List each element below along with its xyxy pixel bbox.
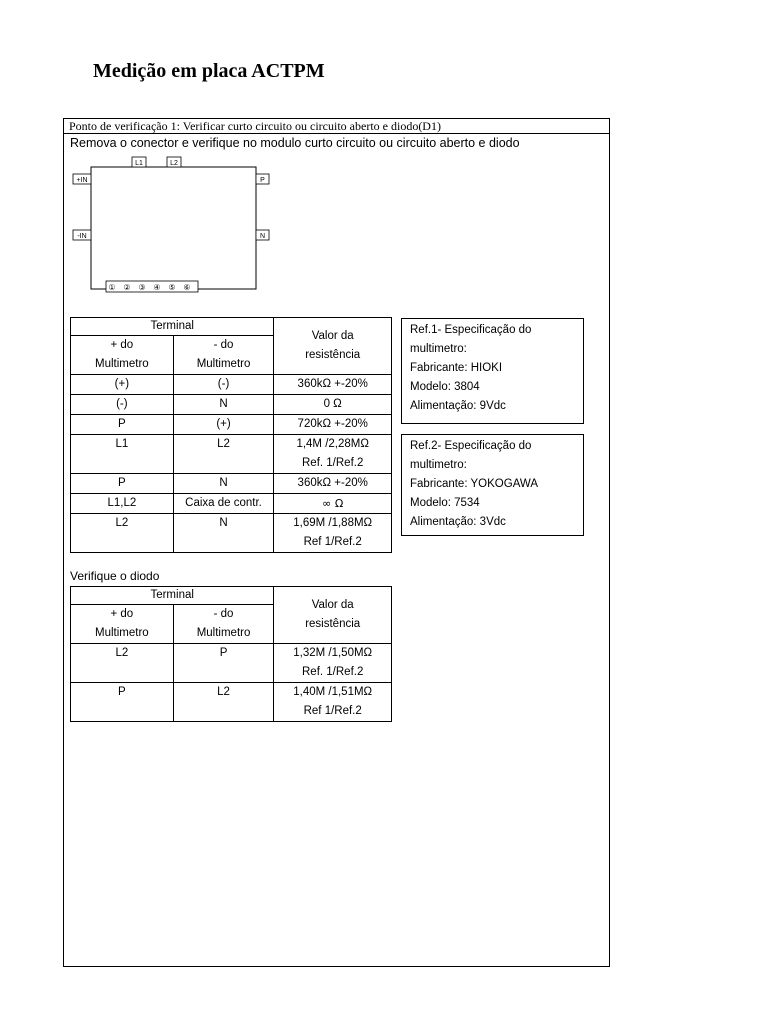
cell-plus: P bbox=[71, 683, 174, 722]
cell-minus: L2 bbox=[173, 683, 274, 722]
ref1-power: Alimentação: 9Vdc bbox=[410, 400, 506, 412]
cell-plus: L2 bbox=[71, 514, 174, 553]
header-terminal: Terminal bbox=[71, 587, 274, 605]
header-plus bbox=[71, 605, 174, 644]
header-value-line1: Valor da bbox=[311, 599, 354, 611]
terminal-l1-label: L1 bbox=[135, 160, 143, 167]
cell-minus: L2 bbox=[173, 435, 274, 474]
pin-5: ⑤ bbox=[168, 283, 176, 292]
header-terminal: Terminal bbox=[71, 318, 274, 336]
header-minus bbox=[173, 336, 274, 375]
module-body bbox=[91, 167, 256, 289]
table-row bbox=[71, 494, 392, 514]
terminal-l2 bbox=[167, 157, 181, 167]
ref1-line2: multimetro: bbox=[410, 343, 467, 355]
header-minus-line1: - do bbox=[213, 608, 234, 620]
cell-minus: N bbox=[173, 514, 274, 553]
terminal-plus-in bbox=[73, 174, 91, 184]
header-value bbox=[274, 318, 392, 375]
pin-4: ④ bbox=[153, 283, 161, 292]
cell-value bbox=[274, 514, 392, 553]
table-row bbox=[71, 395, 392, 415]
terminal-minus-in-label: -IN bbox=[77, 233, 87, 240]
ref2-line1: Ref.2- Especificação do bbox=[410, 440, 532, 452]
cell-minus: (-) bbox=[173, 375, 274, 395]
ref2-line2: multimetro: bbox=[410, 459, 467, 471]
ref1-box bbox=[401, 318, 584, 424]
instruction-text: Remova o conector e verifique no modulo curto circuito ou circuito aberto e diodo bbox=[70, 136, 520, 150]
terminal-l2-label: L2 bbox=[170, 160, 178, 167]
cell-minus: N bbox=[173, 474, 274, 494]
header-plus-line2: Multimetro bbox=[95, 627, 149, 639]
header-value-line2: resistência bbox=[305, 349, 361, 361]
cell-value: 720kΩ +-20% bbox=[274, 415, 392, 435]
cell-plus: (-) bbox=[71, 395, 174, 415]
pin-3: ③ bbox=[138, 283, 146, 292]
cell-value-line1: 1,32M /1,50MΩ bbox=[293, 647, 373, 659]
header-minus-line2: Multimetro bbox=[196, 358, 251, 370]
ref2-model: Modelo: 7534 bbox=[410, 497, 480, 509]
cell-minus: P bbox=[173, 644, 274, 683]
diode-section-title: Verifique o diodo bbox=[70, 569, 160, 583]
cell-value: 360kΩ +-20% bbox=[274, 474, 392, 494]
cell-plus: P bbox=[71, 415, 174, 435]
ref2-power: Alimentação: 3Vdc bbox=[410, 516, 506, 528]
cell-plus: L1 bbox=[71, 435, 174, 474]
cell-plus: P bbox=[71, 474, 174, 494]
cell-value-line1: 1,69M /1,88MΩ bbox=[293, 517, 373, 529]
cell-value-line1: 1,4M /2,28MΩ bbox=[296, 438, 369, 450]
table-row bbox=[71, 415, 392, 435]
terminal-l1 bbox=[132, 157, 146, 167]
cell-minus: (+) bbox=[173, 415, 274, 435]
table-row bbox=[71, 375, 392, 395]
header-minus-line1: - do bbox=[213, 339, 234, 351]
table-row bbox=[71, 683, 392, 722]
table-row bbox=[71, 514, 392, 553]
check-point-heading: Ponto de verificação 1: Verificar curto circuito ou circuito aberto e diodo(D1) bbox=[64, 119, 609, 134]
cell-value-line1: 1,40M /1,51MΩ bbox=[293, 686, 373, 698]
header-value-line2: resistência bbox=[305, 618, 361, 630]
cell-value: 360kΩ +-20% bbox=[274, 375, 392, 395]
header-plus-line2: Multimetro bbox=[95, 358, 149, 370]
table-row bbox=[71, 474, 392, 494]
terminal-p bbox=[256, 174, 269, 184]
cell-minus: Caixa de contr. bbox=[173, 494, 274, 514]
header-minus bbox=[173, 605, 274, 644]
table-row bbox=[71, 435, 392, 474]
terminal-plus-in-label: +IN bbox=[76, 177, 88, 184]
header-plus-line1: + do bbox=[110, 339, 134, 351]
header-value-line1: Valor da bbox=[311, 330, 354, 342]
cell-value-line2: Ref 1/Ref.2 bbox=[303, 705, 362, 717]
module-diagram bbox=[64, 149, 294, 299]
cell-value bbox=[274, 435, 392, 474]
cell-value-line2: Ref. 1/Ref.2 bbox=[302, 666, 364, 678]
header-plus bbox=[71, 336, 174, 375]
ref1-model: Modelo: 3804 bbox=[410, 381, 480, 393]
cell-value bbox=[274, 644, 392, 683]
page-title: Medição em placa ACTPM bbox=[93, 60, 325, 82]
cell-value bbox=[274, 683, 392, 722]
terminal-minus-in bbox=[73, 230, 91, 240]
cell-plus: (+) bbox=[71, 375, 174, 395]
diode-table bbox=[70, 586, 392, 722]
terminal-n bbox=[256, 230, 269, 240]
ref1-line1: Ref.1- Especificação do bbox=[410, 324, 532, 336]
header-plus-line1: + do bbox=[110, 608, 134, 620]
table-row bbox=[71, 644, 392, 683]
pin-2: ② bbox=[123, 283, 131, 292]
resistance-table bbox=[70, 317, 392, 553]
pin-1: ① bbox=[108, 283, 116, 292]
cell-value: ∞ Ω bbox=[274, 494, 392, 514]
terminal-p-label: P bbox=[260, 177, 265, 184]
header-value bbox=[274, 587, 392, 644]
cell-minus: N bbox=[173, 395, 274, 415]
cell-plus: L2 bbox=[71, 644, 174, 683]
cell-value-line2: Ref 1/Ref.2 bbox=[303, 536, 362, 548]
ref1-manufacturer: Fabricante: HIOKI bbox=[410, 362, 503, 374]
terminal-n-label: N bbox=[259, 233, 266, 240]
cell-value-line2: Ref. 1/Ref.2 bbox=[302, 457, 364, 469]
pin-6: ⑥ bbox=[183, 283, 191, 292]
cell-plus: L1,L2 bbox=[71, 494, 174, 514]
header-minus-line2: Multimetro bbox=[196, 627, 251, 639]
ref2-manufacturer: Fabricante: YOKOGAWA bbox=[410, 478, 539, 490]
cell-value: 0 Ω bbox=[274, 395, 392, 415]
ref2-box bbox=[401, 434, 584, 536]
